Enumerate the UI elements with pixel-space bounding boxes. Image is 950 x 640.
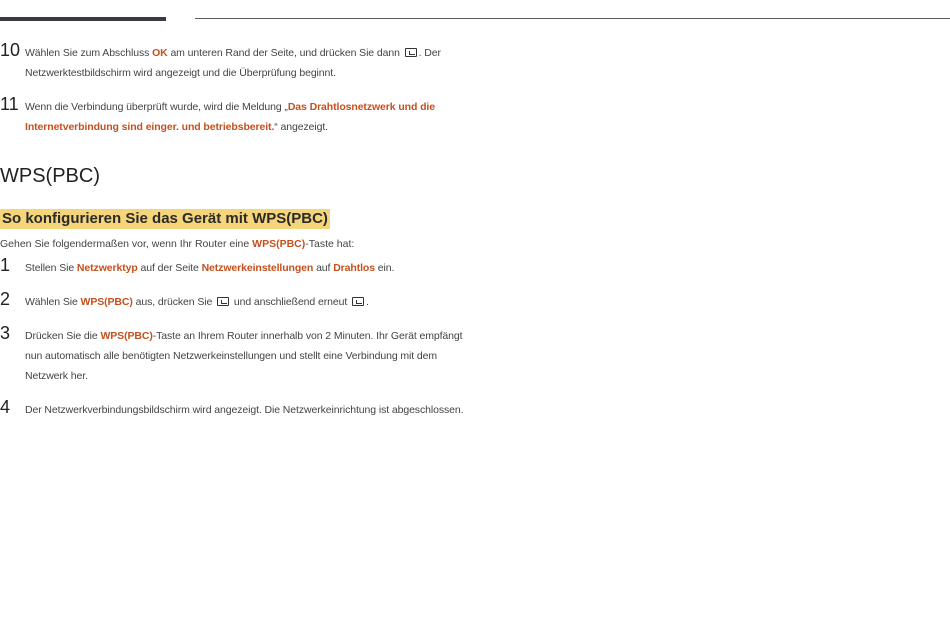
step-number: 11 bbox=[0, 94, 19, 114]
step-1 bbox=[0, 255, 470, 278]
step-text bbox=[25, 326, 470, 386]
text-segment: Wählen Sie bbox=[25, 296, 81, 308]
step-text bbox=[25, 43, 470, 83]
text-segment: Der Netzwerkverbindungsbildschirm wird angezeigt. Die Netzwerkeinrichtung ist abgeschlossen. bbox=[25, 404, 464, 416]
wps-label: WPS(PBC) bbox=[100, 330, 153, 342]
text-segment: am unteren Rand der Seite, und drücken Sie dann bbox=[167, 47, 403, 59]
header-rule bbox=[195, 18, 950, 19]
wireless-label: Drahtlos bbox=[333, 262, 375, 274]
step-text bbox=[25, 400, 480, 420]
step-number: 1 bbox=[0, 255, 11, 275]
header-bar-dark bbox=[0, 17, 166, 21]
text-segment: Wenn die Verbindung überprüft wurde, wird die Meldung „ bbox=[25, 101, 288, 113]
step-number: 10 bbox=[0, 40, 21, 60]
step-text bbox=[25, 97, 470, 137]
wps-label: WPS(PBC) bbox=[80, 296, 133, 308]
text-segment: Gehen Sie folgendermaßen vor, wenn Ihr Router eine bbox=[0, 238, 253, 250]
step-3 bbox=[0, 323, 470, 386]
wps-label: WPS(PBC) bbox=[252, 238, 306, 250]
step-text bbox=[25, 258, 470, 278]
text-segment: . bbox=[365, 296, 369, 308]
step-2 bbox=[0, 289, 470, 312]
ok-label: OK bbox=[152, 47, 168, 59]
network-type-label: Netzwerktyp bbox=[76, 262, 138, 274]
text-segment: Wählen Sie zum Abschluss bbox=[25, 47, 153, 59]
section-title: WPS(PBC) bbox=[0, 165, 100, 187]
subsection-title: So konfigurieren Sie das Gerät mit WPS(PBC) bbox=[2, 210, 328, 227]
enter-key-icon bbox=[352, 297, 364, 306]
text-segment: Drücken Sie die bbox=[25, 330, 101, 342]
step-4 bbox=[0, 397, 480, 420]
text-segment: . Der Netzwerktestbildschirm wird angezeigt und die Überprüfung beginnt. bbox=[25, 47, 441, 79]
step-number: 3 bbox=[0, 323, 11, 343]
step-11 bbox=[0, 94, 470, 137]
step-text bbox=[25, 292, 470, 312]
text-segment: Stellen Sie bbox=[25, 262, 77, 274]
text-segment: ein. bbox=[374, 262, 395, 274]
step-number: 2 bbox=[0, 289, 11, 309]
text-segment: -Taste an Ihrem Router innerhalb von 2 Minuten. Ihr Gerät empfängt nun automatisch alle benötigten Netzwerkeinstellungen und stellt eine Verbindung mit dem Netzwerk her. bbox=[25, 330, 463, 382]
step-10 bbox=[0, 40, 470, 83]
text-segment: auf bbox=[313, 262, 334, 274]
text-segment: auf der Seite bbox=[137, 262, 202, 274]
step-number: 4 bbox=[0, 397, 11, 417]
network-settings-label: Netzwerkeinstellungen bbox=[201, 262, 314, 274]
text-segment: -Taste hat: bbox=[305, 238, 355, 250]
enter-key-icon bbox=[405, 48, 417, 57]
text-segment: “ angezeigt. bbox=[274, 121, 328, 133]
confirmation-message: Das Drahtlosnetzwerk und die Internetverbindung sind einger. und betriebsbereit. bbox=[25, 101, 435, 133]
text-segment: aus, drücken Sie bbox=[132, 296, 216, 308]
enter-key-icon bbox=[217, 297, 229, 306]
intro-text bbox=[0, 236, 354, 252]
text-segment: und anschließend erneut bbox=[231, 296, 350, 308]
